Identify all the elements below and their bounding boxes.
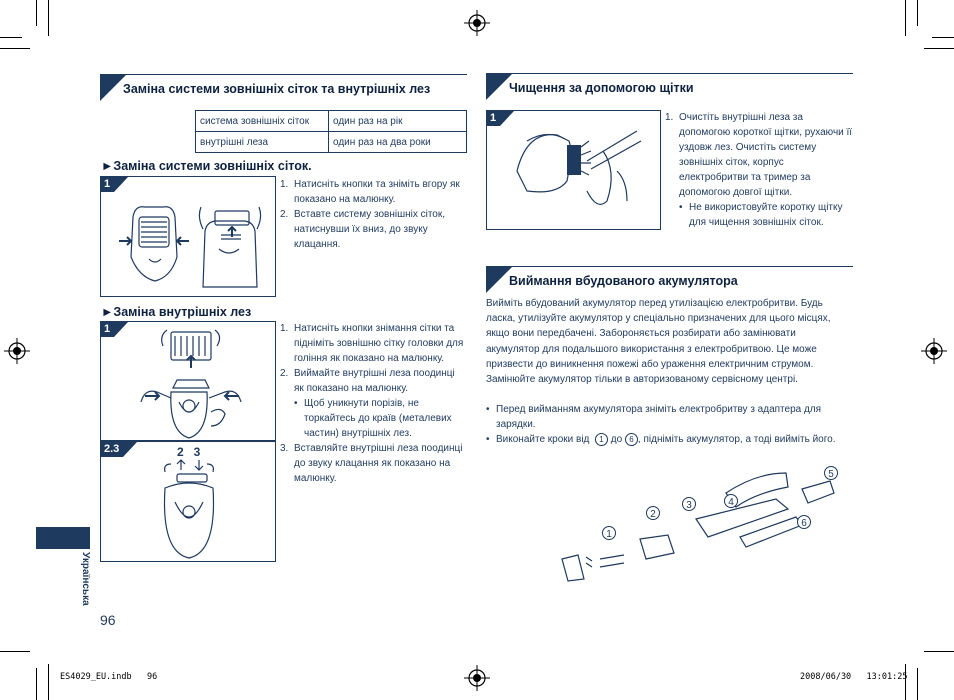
callout-label: 2 — [650, 509, 656, 520]
crop-mark — [48, 664, 49, 700]
battery-paragraph: Вийміть вбудований акумулятор перед утилізацією електробритви. Будь ласка, утилізуйте акумулятор у спеціально призначених для цього місцях, якщо вони передбачені. Забороняється розбирати або замінювати акумулятор для подальшого використання з електробритвою. Це може призвести до виникнення пожежі або ураження електричним струмом. Замінюйте акумулятор тільки в авторизованому сервісному центрі. — [486, 298, 831, 386]
brush-steps-list — [665, 110, 853, 230]
section-header-replacement — [100, 74, 467, 101]
crop-mark — [932, 37, 954, 38]
section-title: Заміна системи зовнішніх сіток та внутрішніх лез — [123, 82, 431, 96]
crop-mark — [0, 37, 22, 38]
section-title: Чищення за допомогою щітки — [509, 81, 694, 95]
table-cell-interval: один раз на рік — [329, 111, 467, 132]
table-cell-part: внутрішні леза — [196, 132, 329, 153]
callout-label: 1 — [606, 529, 612, 540]
table-cell-part: система зовнішніх сіток — [196, 111, 329, 132]
registration-mark-icon — [462, 663, 492, 693]
language-label: Українська — [80, 552, 91, 606]
section-header-brush — [486, 73, 853, 100]
crop-mark — [36, 668, 37, 700]
language-tab — [36, 527, 90, 549]
figure-step-labels: 2 3 — [177, 445, 201, 459]
panel-step-label: 1 — [487, 111, 500, 126]
battery-bullet-1: • Перед вийманням акумулятора зніміть електробритву з адаптера для зарядки. — [486, 402, 852, 432]
blade-steps-list — [280, 321, 466, 486]
registration-mark-icon — [919, 336, 949, 366]
crop-mark — [48, 0, 49, 36]
shaver-foil-illustration — [101, 177, 275, 296]
step-number-badge: 1 — [595, 433, 608, 446]
brush-cleaning-illustration — [487, 111, 660, 229]
section-header-battery — [486, 266, 853, 293]
shaver-head-illustration — [101, 322, 275, 440]
panel-step-label: 1 — [101, 322, 114, 337]
list-item: 1. Очистіть внутрішні леза за допомогою короткої щітки, рухаючи її уздовж лез. Очистіть систему зовнішніх сіток, корпус електробритви та тример за допомогою довгої щітки. • Не використовуйте коротку щітку для чищення зовнішніх сіток. — [665, 110, 853, 230]
brush-note: • Не використовуйте коротку щітку для чищення зовнішніх сіток. — [679, 200, 853, 230]
list-item: 2. Вставте систему зовнішніх сіток, натиснувши їх вниз, до звуку клацання. — [280, 209, 446, 250]
step-number-badge: 6 — [625, 433, 638, 446]
table-cell-interval: один раз на два роки — [329, 132, 467, 153]
crop-mark — [36, 0, 37, 26]
crop-mark — [917, 668, 918, 700]
page-number: 96 — [100, 612, 116, 628]
subheading-foil-replacement: ►Заміна системи зовнішніх сіток. — [101, 159, 312, 173]
panel-step-label: 1 — [101, 177, 114, 192]
subheading-blade-replacement: ►Заміна внутрішніх лез — [101, 305, 252, 319]
foil-steps-list — [280, 177, 466, 252]
battery-disassembly-illustration — [556, 463, 846, 588]
crop-mark — [924, 48, 954, 49]
inner-blade-illustration — [101, 442, 275, 561]
crop-mark — [905, 664, 906, 700]
registration-mark-icon — [2, 336, 32, 366]
callout-label: 6 — [801, 518, 807, 529]
table-row — [196, 111, 467, 132]
battery-bullet-2: • Виконайте кроки від 1 до 6 , підніміть акумулятор, а тоді вийміть його. — [486, 432, 852, 447]
callout-label: 4 — [728, 497, 734, 508]
crop-mark — [0, 651, 30, 652]
section-title: Виймання вбудованого акумулятора — [509, 274, 738, 288]
registration-mark-icon — [462, 8, 492, 38]
crop-mark — [0, 48, 30, 49]
figure-panel-foil — [100, 176, 276, 297]
callout-label: 5 — [828, 469, 834, 480]
replacement-schedule-table — [195, 110, 467, 153]
crop-mark — [917, 0, 918, 26]
figure-panel-blade-2-3 — [100, 441, 276, 562]
list-item: 1. Натисніть кнопки та зніміть вгору як показано на малюнку. — [280, 179, 460, 205]
footer-file-info: ES4029_EU.indb 96 — [60, 672, 158, 682]
warning-note: • Щоб уникнути порізів, не торкайтесь до країв (металевих частин) внутрішніх лез. — [294, 396, 466, 441]
figure-panel-blade-1 — [100, 321, 276, 441]
list-item: 3. Вставляйте внутрішні леза поодинці до звуку клацання як показано на малюнку. — [280, 443, 463, 484]
table-row — [196, 132, 467, 153]
battery-bullets — [486, 402, 852, 448]
callout-label: 3 — [686, 500, 692, 511]
crop-mark — [924, 651, 954, 652]
panel-step-label: 2.3 — [101, 442, 123, 457]
list-item: 1. Натисніть кнопки знімання сітки та підніміть зовнішню сітку головки для гоління як показано на малюнку. — [280, 323, 464, 364]
crop-mark — [905, 0, 906, 36]
footer-datetime: 2008/06/30 13:01:25 — [800, 672, 908, 682]
list-item: 2. Виймайте внутрішні леза поодинці як показано на малюнку. • Щоб уникнути порізів, не торкайтесь до країв (металевих частин) внутрішніх лез. — [280, 366, 466, 441]
figure-panel-brush — [486, 110, 661, 230]
